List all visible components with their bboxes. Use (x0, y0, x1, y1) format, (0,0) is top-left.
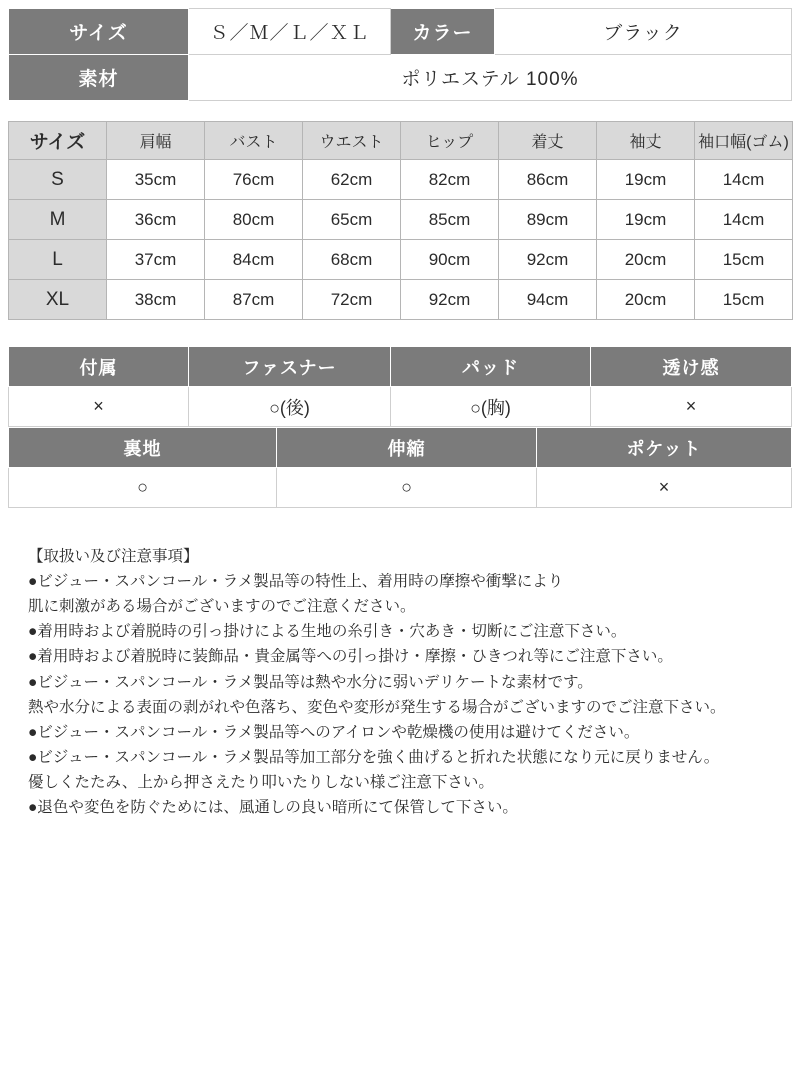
care-note-line: ●着用時および着脱時の引っ掛けによる生地の糸引き・穴あき・切断にご注意下さい。 (28, 623, 627, 641)
attr-header-accessory: 付属 (9, 347, 189, 387)
table-row (9, 9, 792, 55)
care-note-line: ●退色や変色を防ぐためには、風通しの良い暗所にて保管して下さい。 (28, 799, 518, 817)
size-row-3-col-5: 94cm (499, 280, 597, 320)
attr-header-pocket: ポケット (537, 428, 792, 468)
attr-header-stretch: 伸縮 (277, 428, 537, 468)
size-row-3-col-4: 92cm (401, 280, 499, 320)
size-row-2-col-3: 68cm (303, 240, 401, 280)
size-measurement-table (8, 121, 793, 320)
attr-value-zipper: ○(後) (189, 387, 391, 427)
attr-value-pad: ○(胸) (391, 387, 591, 427)
attr-header-pad: パッド (391, 347, 591, 387)
spec-value-color: ブラック (495, 9, 792, 55)
size-row-0-col-6: 19cm (597, 160, 695, 200)
size-header-5: 着丈 (499, 122, 597, 160)
size-row-1-col-0: M (9, 200, 107, 240)
care-note-line: 熱や水分による表面の剥がれや色落ち、変色や変形が発生する場合がございますのでご注意下さい。 (28, 698, 726, 716)
size-row-1-col-5: 89cm (499, 200, 597, 240)
attr-header-sheerness: 透け感 (591, 347, 792, 387)
size-row-3-col-2: 87cm (205, 280, 303, 320)
size-row-2-col-6: 20cm (597, 240, 695, 280)
attr-header-zipper: ファスナー (189, 347, 391, 387)
table-row (9, 55, 792, 101)
size-row-0-col-7: 14cm (695, 160, 793, 200)
care-note-line: ●ビジュー・スパンコール・ラメ製品等加工部分を強く曲げると折れた状態になり元に戻りません。 (28, 748, 720, 766)
size-row-1-col-6: 19cm (597, 200, 695, 240)
attribute-table-primary (8, 346, 792, 427)
table-row (9, 280, 793, 320)
care-note-line: 優しくたたみ、上から押さえたり叩いたりしない様ご注意下さい。 (28, 773, 494, 791)
spec-label-color: カラー (391, 9, 495, 55)
size-row-3-col-0: XL (9, 280, 107, 320)
table-row (9, 160, 793, 200)
care-note-line: 肌に刺激がある場合がございますのでご注意ください。 (28, 598, 416, 616)
size-row-1-col-7: 14cm (695, 200, 793, 240)
size-row-3-col-1: 38cm (107, 280, 205, 320)
size-row-1-col-4: 85cm (401, 200, 499, 240)
care-notes-title: 【取扱い及び注意事項】 (28, 548, 199, 565)
size-row-2-col-4: 90cm (401, 240, 499, 280)
spec-table (8, 8, 792, 101)
attr-header-lining: 裏地 (9, 428, 277, 468)
size-row-2-col-1: 37cm (107, 240, 205, 280)
size-row-0-col-3: 62cm (303, 160, 401, 200)
attribute-table-secondary (8, 427, 792, 508)
table-header-row (9, 122, 793, 160)
size-row-3-col-6: 20cm (597, 280, 695, 320)
table-header-row (9, 347, 792, 387)
attr-value-stretch: ○ (277, 468, 537, 508)
table-row (9, 468, 792, 508)
size-header-6: 袖丈 (597, 122, 695, 160)
size-row-3-col-3: 72cm (303, 280, 401, 320)
attr-value-accessory: × (9, 387, 189, 427)
table-header-row (9, 428, 792, 468)
size-row-2-col-2: 84cm (205, 240, 303, 280)
care-note-line: ●ビジュー・スパンコール・ラメ製品等の特性上、着用時の摩擦や衝撃により (28, 573, 564, 591)
attr-value-lining: ○ (9, 468, 277, 508)
size-header-0: サイズ (9, 122, 107, 160)
size-header-2: バスト (205, 122, 303, 160)
table-row (9, 240, 793, 280)
size-row-1-col-3: 65cm (303, 200, 401, 240)
care-notes (8, 544, 792, 820)
size-row-2-col-0: L (9, 240, 107, 280)
size-row-0-col-0: S (9, 160, 107, 200)
size-row-0-col-2: 76cm (205, 160, 303, 200)
size-row-3-col-7: 15cm (695, 280, 793, 320)
size-row-1-col-2: 80cm (205, 200, 303, 240)
size-row-0-col-4: 82cm (401, 160, 499, 200)
spec-value-size: Ｓ／Ｍ／Ｌ／ＸＬ (189, 9, 391, 55)
spec-label-material: 素材 (9, 55, 189, 101)
size-row-0-col-5: 86cm (499, 160, 597, 200)
size-header-1: 肩幅 (107, 122, 205, 160)
care-note-line: ●ビジュー・スパンコール・ラメ製品等は熱や水分に弱いデリケートな素材です。 (28, 673, 593, 691)
size-header-3: ウエスト (303, 122, 401, 160)
size-row-0-col-1: 35cm (107, 160, 205, 200)
size-row-2-col-5: 92cm (499, 240, 597, 280)
attr-value-pocket: × (537, 468, 792, 508)
care-note-line: ●ビジュー・スパンコール・ラメ製品等へのアイロンや乾燥機の使用は避けてください。 (28, 723, 640, 741)
size-header-4: ヒップ (401, 122, 499, 160)
table-row (9, 387, 792, 427)
size-header-7: 袖口幅(ゴム) (695, 122, 793, 160)
spec-label-size: サイズ (9, 9, 189, 55)
care-note-line: ●着用時および着脱時に装飾品・貴金属等への引っ掛け・摩擦・ひきつれ等にご注意下さい。 (28, 648, 673, 666)
attr-value-sheerness: × (591, 387, 792, 427)
spec-value-material: ポリエステル 100% (189, 55, 792, 101)
size-row-2-col-7: 15cm (695, 240, 793, 280)
size-row-1-col-1: 36cm (107, 200, 205, 240)
table-row (9, 200, 793, 240)
